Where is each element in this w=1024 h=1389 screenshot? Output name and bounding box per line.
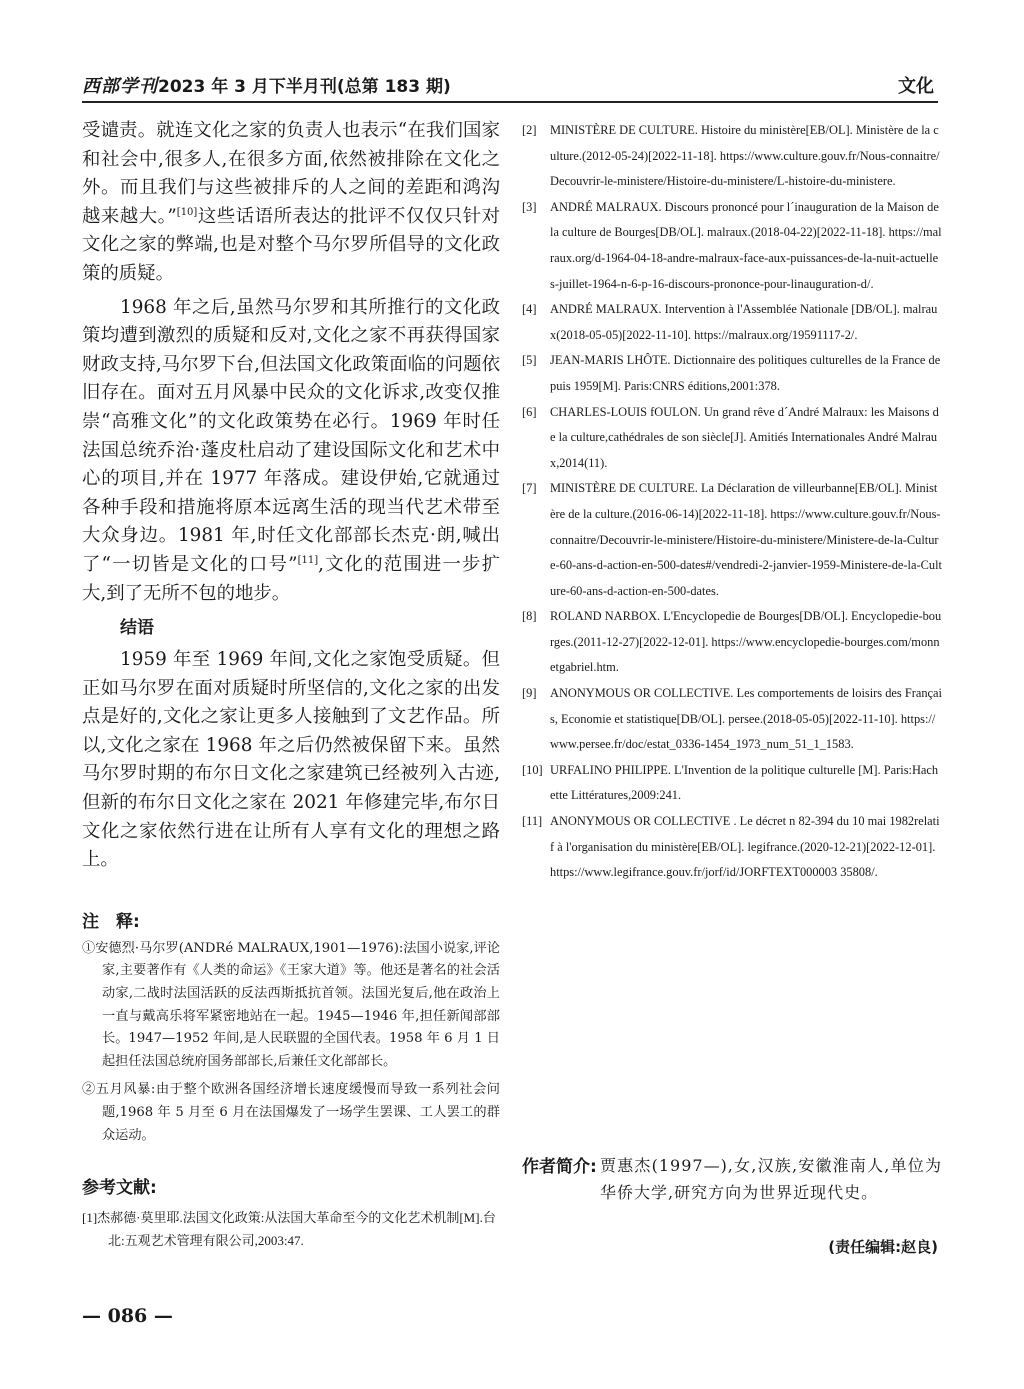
citation-11: [11] [297, 554, 319, 566]
note-1: ①安德烈·马尔罗(ANDRé MALRAUX,1901—1976):法国小说家,评论家,主要著作有《人类的命运》《王家大道》等。他还是著名的社会活动家,二战时法国活跃的反法西斯抵抗首领。法国光复后,他在政治上一直与戴高乐将军紧密地站在一起。1945—1946 年,担任新闻部部长。1947—1952 年间,是人民联盟的全国代表。1958 年 6 月 1 日起担任法国总统府国务部部长,后兼任文化部部长。 [82, 940, 500, 1069]
paragraph-1: 受谴责。就连文化之家的负责人也表示“在我们国家和社会中,很多人,在很多方面,依然被排除在文化之外。而且我们与这些被排斥的人之间的差距和鸿沟越来越大。”[10]这些话语所表达的批评不仅仅只针对文化之家的弊端,也是对整个马尔罗所倡导的文化政策的质疑。 [82, 120, 500, 284]
author-label: 作者简介: [522, 1157, 597, 1177]
issue-info: 2023 年 3 月下半月刊(总第 183 期) [158, 77, 451, 97]
section-name: 文化 [898, 76, 934, 97]
page-number: — 086 — [82, 1305, 173, 1327]
conclusion-heading: 结语 [120, 618, 154, 639]
references-title: 参考文献: [82, 1178, 157, 1199]
notes-title: 注 释: [82, 911, 140, 932]
reference-9: [9] ANONYMOUS OR COLLECTIVE. Les comportements de loisirs des Français, Economie et statistique[DB/OL]. persee.(2018-05-05)[2022-11-10]. https://www.persee.fr/doc/estat_0336-1454_1973_num_51_1_1583. [522, 686, 942, 752]
author-bio [522, 1152, 942, 1206]
reference-5: [5] JEAN-MARIS LHÔTE. Dictionnaire des politiques culturelles de la France depuis 1959[M]. Paris:CNRS éditions,2001:378. [522, 353, 941, 393]
paragraph-3: 1959 年至 1969 年间,文化之家饱受质疑。但正如马尔罗在面对质疑时所坚信的,文化之家的出发点是好的,文化之家让更多人接触到了文艺作品。所以,文化之家在 1968 年之后仍然被保留下来。虽然马尔罗时期的布尔日文化之家建筑已经被列入古迹,但新的布尔日文化之家在 2021 年修建完毕,布尔日文化之家依然行进在让所有人享有文化的理想之路上。 [82, 649, 500, 871]
reference-8: [8] ROLAND NARBOX. L'Encyclopedie de Bourges[DB/OL]. Encyclopedie-bourges.(2011-12-27)[2022-12-01]. https://www.encyclopedie-bourges.com/monnetgabriel.htm. [522, 609, 942, 675]
reference-11: [11] ANONYMOUS OR COLLECTIVE . Le décret n 82-394 du 10 mai 1982relatif à l'organisation du ministère[EB/OL]. legifrance.(2020-12-21)[2022-12-01]. https://www.legifrance.gouv.fr/jorf/id/JORFTEXT000003 35808/. [522, 814, 940, 880]
author-text: 贾惠杰(1997—),女,汉族,安徽淮南人,单位为华侨大学,研究方向为世界近现代史。 [600, 1156, 942, 1202]
journal-logo: 西部学刊 [82, 76, 158, 97]
reference-3: [3] ANDRÉ MALRAUX. Discours prononcé pour l´inauguration de la Maison de la culture de Bourges[DB/OL]. malraux.(2018-04-22)[2022-11-18]. https://malraux.org/d-1964-04-18-andre-malraux-face-aux-puissances-de-la-nuit-actuelles-juillet-1964-n-6-p-16-discours-prononce-pour-linauguration-d/. [522, 199, 942, 291]
running-header [82, 72, 938, 100]
reference-10: [10] URFALINO PHILIPPE. L'Invention de la politique culturelle [M]. Paris:Hachette Littératures,2009:241. [522, 762, 939, 803]
left-column [82, 117, 500, 1265]
journal-info [82, 72, 451, 98]
reference-6: [6] CHARLES-LOUIS fOULON. Un grand rêve d´André Malraux: les Maisons de la culture,cathédrales de son siècle[J]. Amitiés Internationales André Malraux,2014(11). [522, 404, 939, 470]
note-2: ②五月风暴:由于整个欧洲各国经济增长速度缓慢而导致一系列社会问题,1968 年 5 月至 6 月在法国爆发了一场学生罢课、工人罢工的群众运动。 [82, 1082, 500, 1143]
paragraph-2: 1968 年之后,虽然马尔罗和其所推行的文化政策均遭到激烈的质疑和反对,文化之家不再获得国家财政支持,马尔罗下台,但法国文化政策面临的问题依旧存在。面对五月风暴中民众的文化诉求,改变仅推崇“高雅文化”的文化政策势在必行。1969 年时任法国总统乔治·蓬皮杜启动了建设国际文化和艺术中心的项目,并在 1977 年落成。建设伊始,它就通过各种手段和措施将原本远离生活的现当代艺术带至大众身边。1981 年,时任文化部部长杰克·朗,喊出了“一切皆是文化的口号”[11],文化的范围进一步扩大,到了无所不包的地步。 [82, 296, 500, 604]
editor-credit: (责任编辑:赵良) [828, 1238, 938, 1256]
right-column [522, 118, 942, 886]
citation-10: [10] [176, 206, 198, 218]
reference-4: [4] ANDRÉ MALRAUX. Intervention à l'Assemblée Nationale [DB/OL]. malraux(2018-05-05)[2022-11-10]. https://malraux.org/19591117-2/. [522, 302, 938, 342]
header-rule [82, 101, 938, 103]
reference-2: [2] MINISTÈRE DE CULTURE. Histoire du ministère[EB/OL]. Ministère de la culture.(2012-05-24)[2022-11-18]. https://www.culture.gouv.fr/Nous-connaitre/Decouvrir-le-ministere/Histoire-du-ministere/L-histoire-du-ministere. [522, 123, 940, 189]
reference-1: [1]杰郝德·莫里耶.法国文化政策:从法国大革命至今的文化艺术机制[M].台北:五观艺术管理有限公司,2003:47. [82, 1210, 496, 1249]
reference-7: [7] MINISTÈRE DE CULTURE. La Déclaration de villeurbanne[EB/OL]. Ministère de la culture.(2016-06-14)[2022-11-18]. https://www.culture.gouv.fr/Nous-connaitre/Decouvrir-le-ministere/Histoire-du-ministere/Ministere-de-la-Culture-60-ans-d-action-en-500-dates#/vendredi-2-janvier-1959-Ministere-de-la-Culture-60-ans-d-action-en-500-dates. [522, 481, 942, 598]
